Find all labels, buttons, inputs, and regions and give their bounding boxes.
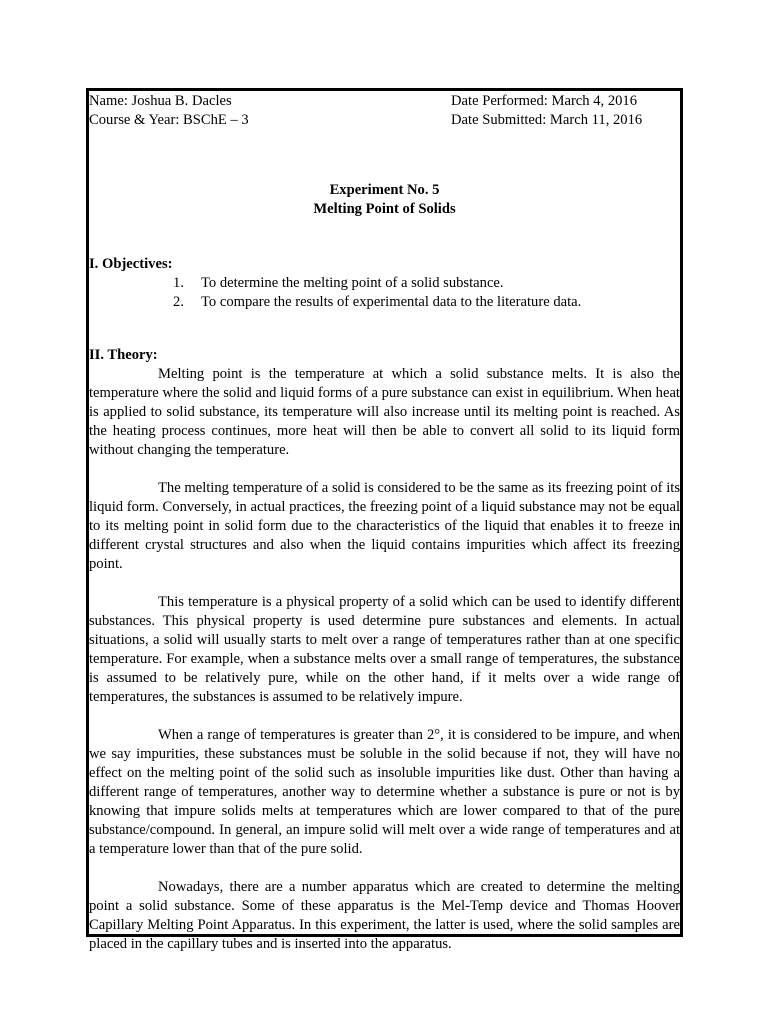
course-year: Course & Year: BSChE – 3 <box>89 112 249 128</box>
list-item-number: 2. <box>173 294 184 310</box>
date-performed: Date Performed: March 4, 2016 <box>451 93 638 109</box>
student-name: Name: Joshua B. Dacles <box>89 93 232 109</box>
experiment-number: Experiment No. 5 <box>329 182 440 198</box>
theory-paragraph: When a range of temperatures is greater than 2°, it is considered to be impure, and when we say impurities, these substances must be soluble in the solid because if not, they will have no effect on the melting point of the solid such as insoluble impurities like dust. Other than having a different range of temperatures, another way to determine whether a substance is pure or not is by knowing that impure solids melts at temperatures which are lower compared to that of the pure substance/compound. In general, an impure solid will melt over a wide range of temperatures and at a temperature lower than that of the pure solid. <box>89 727 680 857</box>
theory-paragraph: Melting point is the temperature at which a solid substance melts. It is also the temperature where the solid and liquid forms of a pure substance can exist in equilibrium. When heat is applied to solid substance, its temperature will also increase until its melting point is reached. As the heating process continues, more heat will then be able to convert all solid to its liquid form without changing the temperature. <box>89 366 680 458</box>
list-item-text: To compare the results of experimental data to the literature data. <box>201 294 582 310</box>
list-item <box>89 274 680 293</box>
list-item-text: To determine the melting point of a solid substance. <box>201 275 504 291</box>
objectives-section <box>89 255 680 312</box>
document-body <box>89 92 680 954</box>
date-submitted: Date Submitted: March 11, 2016 <box>451 112 643 128</box>
theory-heading: II. Theory: <box>89 347 158 363</box>
theory-paragraph: Nowadays, there are a number apparatus which are created to determine the melting point a solid substance. Some of these apparatus is the Mel-Temp device and Thomas Hoover Capillary Melting Point Apparatus. In this experiment, the latter is used, where the solid samples are placed in the capillary tubes and is inserted into the apparatus. <box>89 879 680 952</box>
objectives-heading: I. Objectives: <box>89 256 173 272</box>
experiment-title: Melting Point of Solids <box>313 201 456 217</box>
list-item-number: 1. <box>173 275 184 291</box>
title-block <box>89 181 680 219</box>
header-row-1 <box>89 92 680 111</box>
list-item <box>89 293 680 312</box>
theory-paragraph: This temperature is a physical property of a solid which can be used to identify different substances. This physical property is used determine pure substances and elements. In actual situations, a solid will usually starts to melt over a range of temperatures rather than at one specific temperature. For example, when a substance melts over a small range of temperatures, the substance is assumed to be relatively pure, while on the other hand, if it melts over a wide range of temperatures, the substances is assumed to be relatively impure. <box>89 594 680 705</box>
header-row-2 <box>89 111 680 130</box>
theory-section <box>89 346 680 954</box>
theory-paragraph: The melting temperature of a solid is considered to be the same as its freezing point of its liquid form. Conversely, in actual practices, the freezing point of a liquid substance may not be equal to its melting point in solid form due to the characteristics of the liquid that enables it to freeze in different crystal structures and also when the liquid contains impurities which affect its freezing point. <box>89 480 680 572</box>
